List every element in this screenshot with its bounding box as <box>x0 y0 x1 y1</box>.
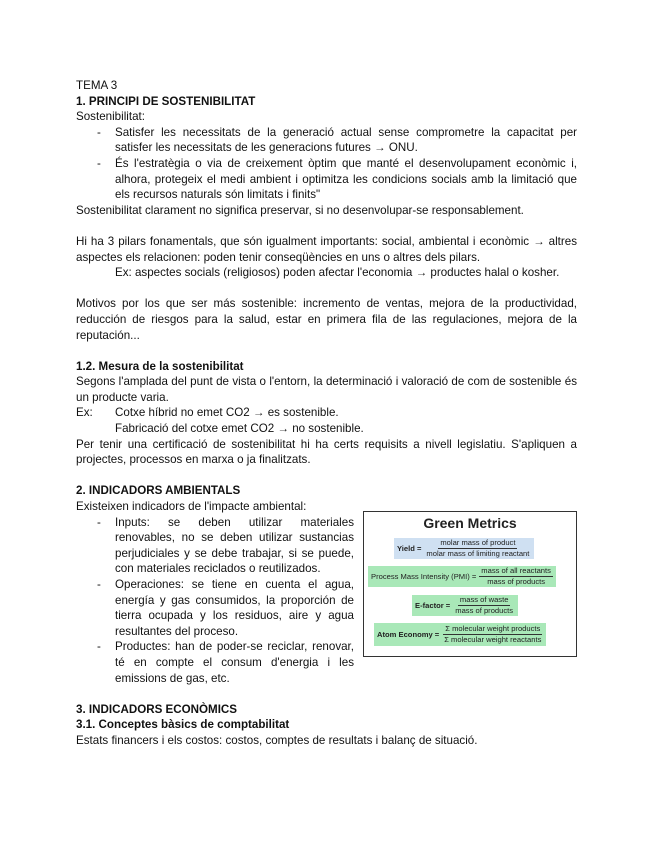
example-line: Fabricació del cotxe emet CO2 → no sostenible. <box>115 422 364 436</box>
list-item: - És l'estratègia o via de creixement òptim que manté el desenvolupament econòmic i, alhora, protegeix el medi ambient i optimitza les condicions socials amb la limitació que els recursos naturals són limitats i finits" <box>76 156 577 203</box>
indicators-list <box>76 515 354 687</box>
document-page <box>76 78 577 749</box>
figure-title: Green Metrics <box>423 515 517 532</box>
section-1-2-heading: 1.2. Mesura de la sostenibilitat <box>76 359 244 373</box>
section-3-1-heading: 3.1. Conceptes bàsics de comptabilitat <box>76 718 290 732</box>
paragraph: Per tenir una certificació de sostenibilitat hi ha certs requisits a nivell legislatiu. S'apliquen a projectes, processos en marxa o ja finalitzats. <box>76 437 577 467</box>
formula-name: Atom Economy = <box>377 629 440 639</box>
atom-economy-formula <box>374 623 546 646</box>
sustainability-label: Sostenibilitat: <box>76 110 145 124</box>
pmi-formula <box>368 566 556 587</box>
formula-denominator: mass of products <box>487 577 546 587</box>
list-item: - Productes: han de poder-se reciclar, renovar, té en compte el consum d'energia i les emissions de gas, etc. <box>76 639 354 686</box>
paragraph: Sostenibilitat clarament no significa preservar, si no desenvolupar-se responsablement. <box>76 203 524 217</box>
indicators-block <box>76 499 577 686</box>
e-factor-formula <box>412 595 518 616</box>
paragraph: Motivos por los que ser más sostenible: incremento de ventas, mejora de la productividad, reducción de riesgos para la salud, estar en primera fila de las regulaciones, mejora de la reputación... <box>76 297 577 342</box>
formula-denominator: mass of products <box>455 606 514 616</box>
example-row <box>76 405 577 421</box>
yield-formula <box>394 538 534 559</box>
paragraph: Hi ha 3 pilars fonamentals, que són igualment importants: social, ambiental i econòmic → altres aspectes els relacionen: poden tenir conseqüències en uns o altres dels pilars. <box>76 234 577 264</box>
example-line: Ex: aspectes socials (religiosos) poden afectar l'economia → productes halal o kosher. <box>115 266 560 280</box>
paragraph: Segons l'amplada del punt de vista o l'entorn, la determinació i valoració de com de sostenible és un producte varia. <box>76 375 577 404</box>
formula-name: Process Mass Intensity (PMI) = <box>371 571 477 581</box>
formula-numerator: molar mass of product <box>440 538 516 548</box>
section-2-heading: 2. INDICADORS AMBIENTALS <box>76 484 241 498</box>
formula-numerator: Σ molecular weight products <box>445 624 541 634</box>
formula-numerator: mass of all reactants <box>481 566 551 576</box>
list-item: - Inputs: se deben utilizar materiales renovables, no se deben utilizar sustancias perjudiciales y se debe trabajar, si se puede, con materiales reciclados o reutilizados. <box>76 515 354 577</box>
paragraph: Existeixen indicadors de l'impacte ambiental: <box>76 500 307 514</box>
example-label: Ex: <box>76 406 93 420</box>
example-line: Cotxe híbrid no emet CO2 → es sostenible. <box>115 406 339 420</box>
formula-denominator: molar mass of limiting reactant <box>426 549 530 559</box>
paragraph: Estats financers i els costos: costos, comptes de resultats i balanç de situació. <box>76 733 478 747</box>
list-item: - Operaciones: se tiene en cuenta el agua, energía y gas consumidos, la proporción de tierra ocupada y los residuos, aire y agua resultantes del proceso. <box>76 577 354 639</box>
topic-label: TEMA 3 <box>76 79 118 92</box>
list-item: - Satisfer les necessitats de la generació actual sense comprometre la capacitat per satisfer les necessitats de les generacions futures → ONU. <box>76 125 577 156</box>
formula-numerator: mass of waste <box>459 595 509 605</box>
section-1-heading: 1. PRINCIPI DE SOSTENIBILITAT <box>76 94 256 108</box>
formula-name: E-factor = <box>415 600 451 610</box>
definition-list <box>76 125 577 203</box>
formula-name: Yield = <box>397 543 422 553</box>
green-metrics-figure <box>363 511 577 657</box>
formula-denominator: Σ molecular weight reactants <box>444 635 542 645</box>
section-3-heading: 3. INDICADORS ECONÒMICS <box>76 702 238 716</box>
